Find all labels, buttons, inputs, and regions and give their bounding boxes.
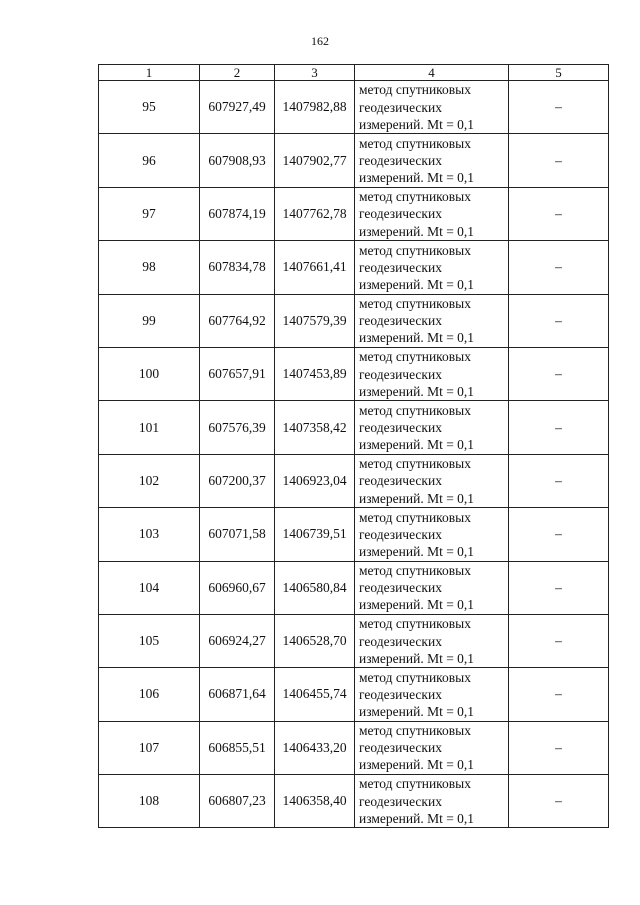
point-number: 103 xyxy=(99,508,200,561)
method-description xyxy=(355,614,509,667)
method-description xyxy=(355,454,509,507)
method-line-2: геодезических xyxy=(359,633,442,649)
method-description xyxy=(355,347,509,400)
coordinate-x: 606807,23 xyxy=(200,775,275,828)
coordinate-x: 606960,67 xyxy=(200,561,275,614)
method-line-1: метод спутниковых xyxy=(359,349,471,365)
page-number: 162 xyxy=(311,34,329,48)
note-dash: – xyxy=(509,187,609,240)
method-line-2: геодезических xyxy=(359,152,442,168)
column-header-1: 1 xyxy=(99,65,200,81)
method-line-3: измерений. Mt = 0,1 xyxy=(359,810,475,826)
coordinate-y: 1407358,42 xyxy=(275,401,355,454)
point-number: 99 xyxy=(99,294,200,347)
coordinate-y: 1406528,70 xyxy=(275,614,355,667)
table-row xyxy=(99,294,609,347)
method-line-3: измерений. Mt = 0,1 xyxy=(359,170,475,186)
table-row xyxy=(99,561,609,614)
method-description xyxy=(355,294,509,347)
method-line-2: геодезических xyxy=(359,99,442,115)
coordinate-y: 1406358,40 xyxy=(275,775,355,828)
coordinate-y: 1407579,39 xyxy=(275,294,355,347)
method-description xyxy=(355,668,509,721)
method-line-3: измерений. Mt = 0,1 xyxy=(359,757,475,773)
note-dash: – xyxy=(509,614,609,667)
note-dash: – xyxy=(509,668,609,721)
coordinate-y: 1407762,78 xyxy=(275,187,355,240)
point-number: 95 xyxy=(99,81,200,134)
column-header-5: 5 xyxy=(509,65,609,81)
coordinate-x: 607927,49 xyxy=(200,81,275,134)
method-line-3: измерений. Mt = 0,1 xyxy=(359,704,475,720)
method-line-1: метод спутниковых xyxy=(359,669,471,685)
method-line-2: геодезических xyxy=(359,206,442,222)
point-number: 106 xyxy=(99,668,200,721)
point-number: 96 xyxy=(99,134,200,187)
method-line-2: геодезических xyxy=(359,473,442,489)
coordinate-x: 607576,39 xyxy=(200,401,275,454)
method-line-1: метод спутниковых xyxy=(359,776,471,792)
point-number: 107 xyxy=(99,721,200,774)
point-number: 108 xyxy=(99,775,200,828)
method-line-3: измерений. Mt = 0,1 xyxy=(359,543,475,559)
table-row xyxy=(99,721,609,774)
column-header-2: 2 xyxy=(200,65,275,81)
table-row xyxy=(99,775,609,828)
method-line-1: метод спутниковых xyxy=(359,402,471,418)
point-number: 101 xyxy=(99,401,200,454)
coordinate-x: 607908,93 xyxy=(200,134,275,187)
header-row xyxy=(99,65,609,81)
method-description xyxy=(355,721,509,774)
coordinate-x: 607200,37 xyxy=(200,454,275,507)
note-dash: – xyxy=(509,81,609,134)
method-line-1: метод спутниковых xyxy=(359,189,471,205)
coordinate-x: 607874,19 xyxy=(200,187,275,240)
method-line-3: измерений. Mt = 0,1 xyxy=(359,650,475,666)
coordinate-y: 1406739,51 xyxy=(275,508,355,561)
table-body xyxy=(99,81,609,828)
method-description xyxy=(355,401,509,454)
note-dash: – xyxy=(509,721,609,774)
coordinate-y: 1406580,84 xyxy=(275,561,355,614)
note-dash: – xyxy=(509,241,609,294)
method-line-3: измерений. Mt = 0,1 xyxy=(359,383,475,399)
table-row xyxy=(99,134,609,187)
table-row xyxy=(99,454,609,507)
method-description xyxy=(355,81,509,134)
method-line-2: геодезических xyxy=(359,366,442,382)
point-number: 105 xyxy=(99,614,200,667)
method-line-2: геодезических xyxy=(359,526,442,542)
point-number: 98 xyxy=(99,241,200,294)
method-description xyxy=(355,508,509,561)
method-line-2: геодезических xyxy=(359,259,442,275)
method-line-1: метод спутниковых xyxy=(359,295,471,311)
method-line-1: метод спутниковых xyxy=(359,723,471,739)
method-description xyxy=(355,775,509,828)
column-header-3: 3 xyxy=(275,65,355,81)
method-line-1: метод спутниковых xyxy=(359,82,471,98)
table-row xyxy=(99,187,609,240)
coordinate-y: 1407982,88 xyxy=(275,81,355,134)
method-line-1: метод спутниковых xyxy=(359,616,471,632)
note-dash: – xyxy=(509,294,609,347)
coordinate-y: 1406433,20 xyxy=(275,721,355,774)
method-line-3: измерений. Mt = 0,1 xyxy=(359,490,475,506)
method-line-2: геодезических xyxy=(359,740,442,756)
method-description xyxy=(355,241,509,294)
method-description xyxy=(355,134,509,187)
note-dash: – xyxy=(509,454,609,507)
coordinates-table xyxy=(98,64,609,828)
note-dash: – xyxy=(509,347,609,400)
point-number: 97 xyxy=(99,187,200,240)
method-line-3: измерений. Mt = 0,1 xyxy=(359,116,475,132)
coordinate-y: 1406923,04 xyxy=(275,454,355,507)
coordinate-x: 607764,92 xyxy=(200,294,275,347)
table-row xyxy=(99,668,609,721)
column-header-4: 4 xyxy=(355,65,509,81)
method-line-1: метод спутниковых xyxy=(359,242,471,258)
method-line-3: измерений. Mt = 0,1 xyxy=(359,276,475,292)
coordinate-x: 607834,78 xyxy=(200,241,275,294)
coordinate-y: 1406455,74 xyxy=(275,668,355,721)
coordinate-x: 607657,91 xyxy=(200,347,275,400)
method-line-1: метод спутниковых xyxy=(359,135,471,151)
coordinate-y: 1407453,89 xyxy=(275,347,355,400)
method-line-2: геодезических xyxy=(359,313,442,329)
method-line-2: геодезических xyxy=(359,580,442,596)
table-row xyxy=(99,81,609,134)
coordinate-y: 1407661,41 xyxy=(275,241,355,294)
note-dash: – xyxy=(509,401,609,454)
method-description xyxy=(355,561,509,614)
coordinate-x: 606871,64 xyxy=(200,668,275,721)
note-dash: – xyxy=(509,775,609,828)
coordinate-x: 606855,51 xyxy=(200,721,275,774)
method-line-1: метод спутниковых xyxy=(359,509,471,525)
method-description xyxy=(355,187,509,240)
point-number: 104 xyxy=(99,561,200,614)
note-dash: – xyxy=(509,134,609,187)
point-number: 102 xyxy=(99,454,200,507)
method-line-1: метод спутниковых xyxy=(359,456,471,472)
method-line-2: геодезических xyxy=(359,419,442,435)
method-line-3: измерений. Mt = 0,1 xyxy=(359,223,475,239)
coordinate-x: 606924,27 xyxy=(200,614,275,667)
note-dash: – xyxy=(509,561,609,614)
table-row xyxy=(99,401,609,454)
coordinate-y: 1407902,77 xyxy=(275,134,355,187)
table-row xyxy=(99,614,609,667)
note-dash: – xyxy=(509,508,609,561)
coordinate-x: 607071,58 xyxy=(200,508,275,561)
method-line-3: измерений. Mt = 0,1 xyxy=(359,330,475,346)
point-number: 100 xyxy=(99,347,200,400)
table-row xyxy=(99,241,609,294)
method-line-3: измерений. Mt = 0,1 xyxy=(359,597,475,613)
method-line-2: геодезических xyxy=(359,793,442,809)
method-line-3: измерений. Mt = 0,1 xyxy=(359,437,475,453)
table-row xyxy=(99,347,609,400)
method-line-1: метод спутниковых xyxy=(359,562,471,578)
table-row xyxy=(99,508,609,561)
method-line-2: геодезических xyxy=(359,686,442,702)
